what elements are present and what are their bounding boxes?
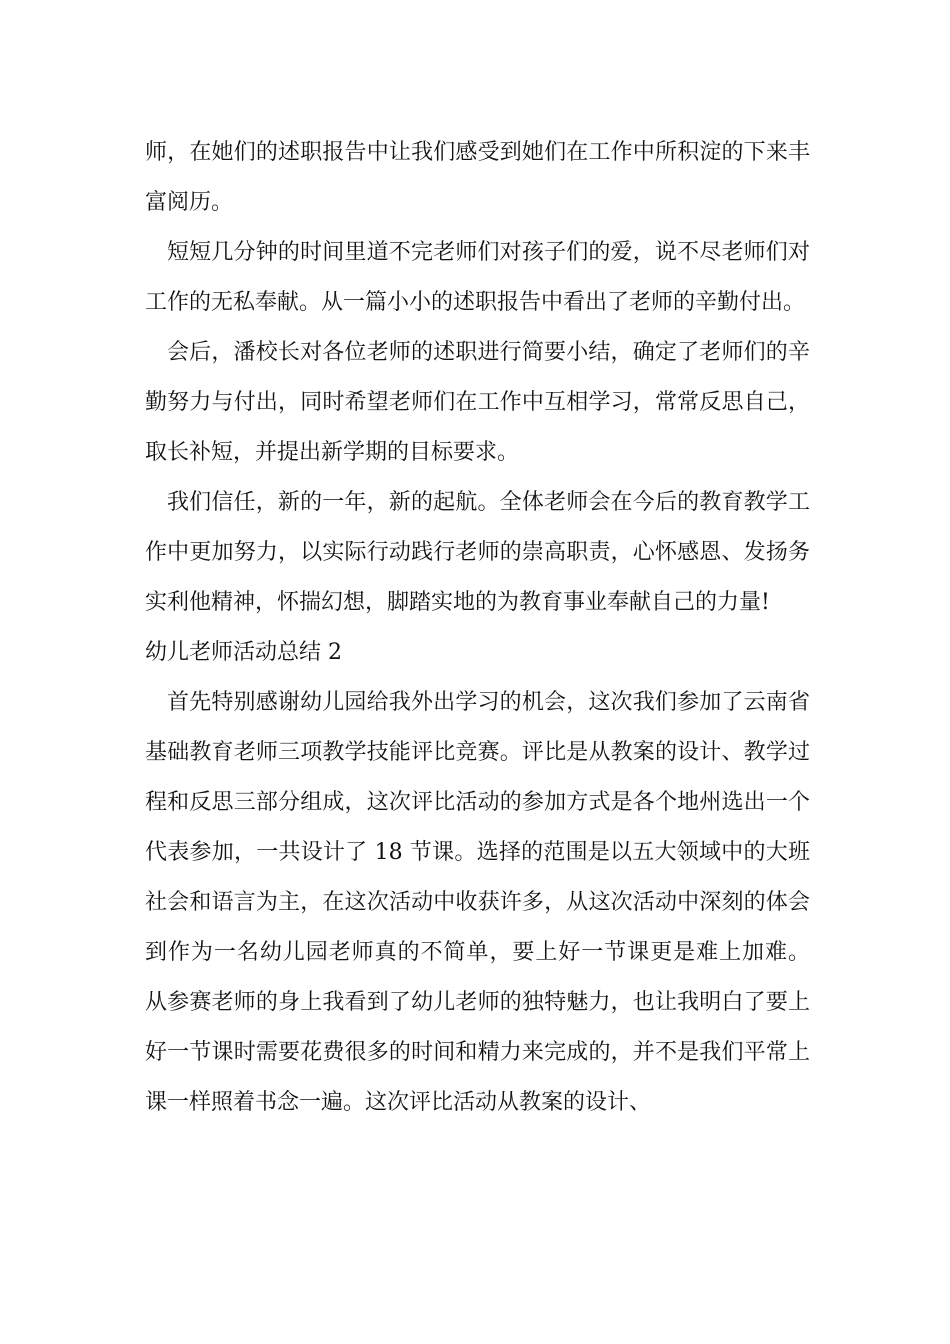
paragraph-3: 会后，潘校长对各位老师的述职进行简要小结，确定了老师们的辛勤努力与付出，同时希望老师们在工作中互相学习，常常反思自己，取长补短，并提出新学期的目标要求。 (145, 340, 810, 465)
section-heading: 幼儿老师活动总结 2 (145, 640, 342, 665)
section-paragraph-1: 首先特别感谢幼儿园给我外出学习的机会，这次我们参加了云南省基础教育老师三项教学技能评比竞赛。评比是从教案的设计、教学过程和反思三部分组成，这次评比活动的参加方式是各个地州选出一个代表参加，一共设计了 18 节课。选择的范围是以五大领域中的大班社会和语言为主，在这次活动中收获许多，从这次活动中深刻的体会到作为一名幼儿园老师真的不简单，要上好一节课更是难上加难。 从参赛老师的身上我看到了幼儿老师的独特魅力，也让我明白了要上好一节课时需要花费很多的时间和精力来完成的，并不是我们平常上课一样照着书念一遍。这次评比活动从教案的设计、 (145, 690, 810, 1115)
document-page (145, 128, 810, 1128)
paragraph-1: 师，在她们的述职报告中让我们感受到她们在工作中所积淀的下来丰富阅历。 (145, 140, 810, 215)
paragraph-4: 我们信任，新的一年，新的起航。全体老师会在今后的教育教学工作中更加努力，以实际行动践行老师的崇高职责，心怀感恩、发扬务实利他精神，怀揣幻想，脚踏实地的为教育事业奉献自己的力量! (145, 490, 810, 615)
paragraph-2: 短短几分钟的时间里道不完老师们对孩子们的爱，说不尽老师们对工作的无私奉献。从一篇小小的述职报告中看出了老师的辛勤付出。 (145, 240, 810, 315)
